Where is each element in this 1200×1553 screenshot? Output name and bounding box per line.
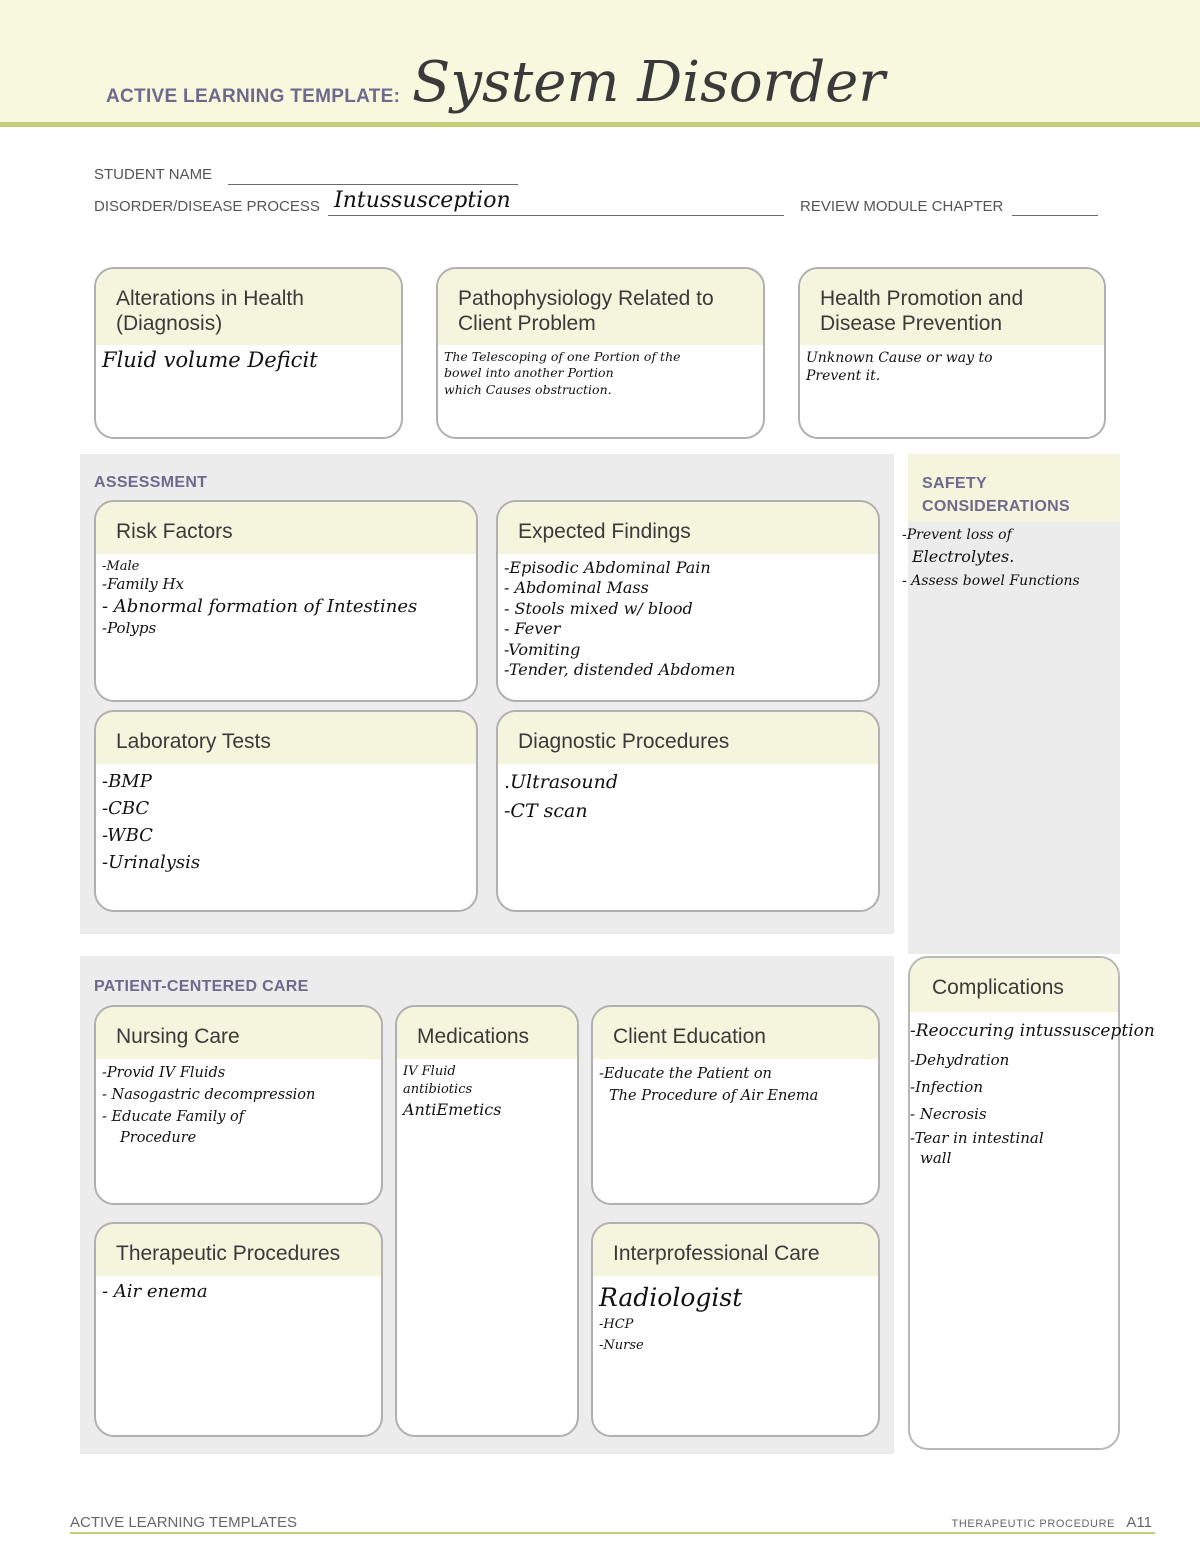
- disorder-label: DISORDER/DISEASE PROCESS: [94, 198, 320, 215]
- nursing-care-content: [96, 1059, 381, 1154]
- review-module-label: REVIEW MODULE CHAPTER: [800, 198, 1004, 215]
- risk-factors-box[interactable]: [94, 500, 478, 702]
- health-promotion-line: Prevent it.: [806, 368, 881, 385]
- pathophysiology-line: bowel into another Portion: [444, 365, 614, 381]
- laboratory-tests-line: -WBC: [102, 825, 153, 846]
- risk-factors-content: [96, 554, 476, 643]
- expected-findings-line: - Stools mixed w/ blood: [504, 598, 693, 618]
- medications-title: Medications: [397, 1007, 577, 1059]
- laboratory-tests-title: Laboratory Tests: [96, 712, 476, 764]
- client-education-box[interactable]: [591, 1005, 880, 1205]
- diagnostic-procedures-content: [498, 764, 878, 831]
- health-promotion-box[interactable]: [798, 267, 1106, 439]
- laboratory-tests-box[interactable]: [94, 710, 478, 912]
- interprofessional-care-box[interactable]: [591, 1222, 880, 1437]
- therapeutic-procedures-box[interactable]: [94, 1222, 383, 1437]
- laboratory-tests-line: -BMP: [102, 771, 152, 792]
- medications-box[interactable]: [395, 1005, 579, 1437]
- therapeutic-procedures-line: - Air enema: [102, 1281, 208, 1302]
- interprofessional-care-line: -Nurse: [599, 1337, 644, 1353]
- pathophysiology-content: [438, 345, 763, 402]
- client-education-line: -Educate the Patient on: [599, 1066, 772, 1082]
- review-module-line: [1012, 215, 1098, 216]
- risk-factors-line: -Family Hx: [102, 575, 185, 594]
- complications-line: -Reoccuring intussusception: [910, 1021, 1155, 1041]
- safety-line: - Assess bowel Functions: [902, 572, 1080, 589]
- alterations-box[interactable]: [94, 267, 403, 439]
- template-label: ACTIVE LEARNING TEMPLATE:: [106, 86, 401, 107]
- pathophysiology-box[interactable]: [436, 267, 765, 439]
- safety-content: [902, 526, 1080, 592]
- laboratory-tests-line: -CBC: [102, 798, 150, 819]
- interprofessional-care-title: Interprofessional Care: [593, 1224, 878, 1276]
- diagnostic-procedures-line: .Ultrasound: [504, 771, 618, 793]
- interprofessional-care-content: [593, 1276, 878, 1361]
- expected-findings-box[interactable]: [496, 500, 880, 702]
- footer-right: [952, 1514, 1152, 1531]
- diagnostic-procedures-box[interactable]: [496, 710, 880, 912]
- client-education-line: The Procedure of Air Enema: [609, 1088, 819, 1105]
- risk-factors-line: -Polyps: [102, 618, 157, 637]
- medications-content: [397, 1059, 577, 1126]
- footer-divider: [70, 1532, 1155, 1534]
- client-education-title: Client Education: [593, 1007, 878, 1059]
- template-title: System Disorder: [412, 50, 886, 115]
- alterations-line: Fluid volume Deficit: [102, 348, 318, 372]
- risk-factors-line: -Male: [102, 559, 140, 574]
- expected-findings-line: - Fever: [504, 619, 561, 639]
- medications-line: antibiotics: [403, 1082, 473, 1098]
- diagnostic-procedures-title: Diagnostic Procedures: [498, 712, 878, 764]
- medications-line: IV Fluid: [403, 1064, 456, 1079]
- health-promotion-line: Unknown Cause or way to: [806, 350, 993, 366]
- footer-section-label: THERAPEUTIC PROCEDURE: [951, 1518, 1116, 1530]
- nursing-care-line: -Provid IV Fluids: [102, 1065, 226, 1081]
- complications-line: -Dehydration: [910, 1050, 1010, 1069]
- safety-line: Electrolytes.: [912, 546, 1015, 566]
- expected-findings-line: -Episodic Abdominal Pain: [504, 558, 711, 577]
- complications-line: wall: [920, 1148, 952, 1167]
- complications-content: [910, 1016, 1155, 1167]
- safety-title: SAFETY CONSIDERATIONS: [922, 475, 1070, 516]
- footer-page-number: A11: [1126, 1514, 1152, 1531]
- client-education-content: [593, 1059, 878, 1112]
- nursing-care-line: - Nasogastric decompression: [102, 1086, 316, 1103]
- alterations-title: Alterations in Health (Diagnosis): [96, 269, 401, 345]
- pathophysiology-line: which Causes obstruction.: [444, 381, 612, 397]
- expected-findings-content: [498, 554, 878, 685]
- disorder-line: [328, 215, 784, 216]
- health-promotion-content: [800, 345, 1104, 389]
- risk-factors-title: Risk Factors: [96, 502, 476, 554]
- interprofessional-care-line: Radiologist: [599, 1283, 743, 1312]
- risk-factors-line: - Abnormal formation of Intestines: [102, 595, 418, 617]
- patient-centered-care-title: PATIENT-CENTERED CARE: [94, 978, 309, 995]
- laboratory-tests-content: [96, 764, 476, 880]
- medications-line: AntiEmetics: [403, 1100, 502, 1120]
- expected-findings-line: -Vomiting: [504, 639, 581, 659]
- therapeutic-procedures-title: Therapeutic Procedures: [96, 1224, 381, 1276]
- nursing-care-title: Nursing Care: [96, 1007, 381, 1059]
- pathophysiology-title: Pathophysiology Related to Client Problem: [438, 269, 763, 345]
- therapeutic-procedures-content: [96, 1276, 381, 1308]
- laboratory-tests-line: -Urinalysis: [102, 852, 201, 873]
- expected-findings-line: - Abdominal Mass: [504, 578, 649, 598]
- alterations-content: [96, 345, 401, 379]
- nursing-care-line: - Educate Family of: [102, 1108, 245, 1125]
- complications-line: -Infection: [910, 1077, 984, 1096]
- nursing-care-line: Procedure: [120, 1130, 197, 1147]
- student-name-line: [228, 184, 518, 185]
- safety-line: -Prevent loss of: [902, 527, 1012, 543]
- disorder-field[interactable]: Intussusception: [334, 188, 511, 213]
- expected-findings-title: Expected Findings: [498, 502, 878, 554]
- interprofessional-care-line: -HCP: [599, 1317, 634, 1332]
- assessment-title: ASSESSMENT: [94, 474, 208, 491]
- complications-title: Complications: [910, 958, 1118, 1012]
- complications-line: - Necrosis: [910, 1104, 987, 1123]
- expected-findings-line: -Tender, distended Abdomen: [504, 660, 736, 680]
- header-divider: [0, 122, 1200, 127]
- nursing-care-box[interactable]: [94, 1005, 383, 1205]
- diagnostic-procedures-line: -CT scan: [504, 800, 588, 823]
- health-promotion-title: Health Promotion and Disease Prevention: [800, 269, 1104, 345]
- pathophysiology-line: The Telescoping of one Portion of the: [444, 349, 681, 364]
- student-name-label: STUDENT NAME: [94, 166, 213, 183]
- complications-line: -Tear in intestinal: [910, 1128, 1044, 1147]
- footer-left-label: ACTIVE LEARNING TEMPLATES: [70, 1514, 297, 1531]
